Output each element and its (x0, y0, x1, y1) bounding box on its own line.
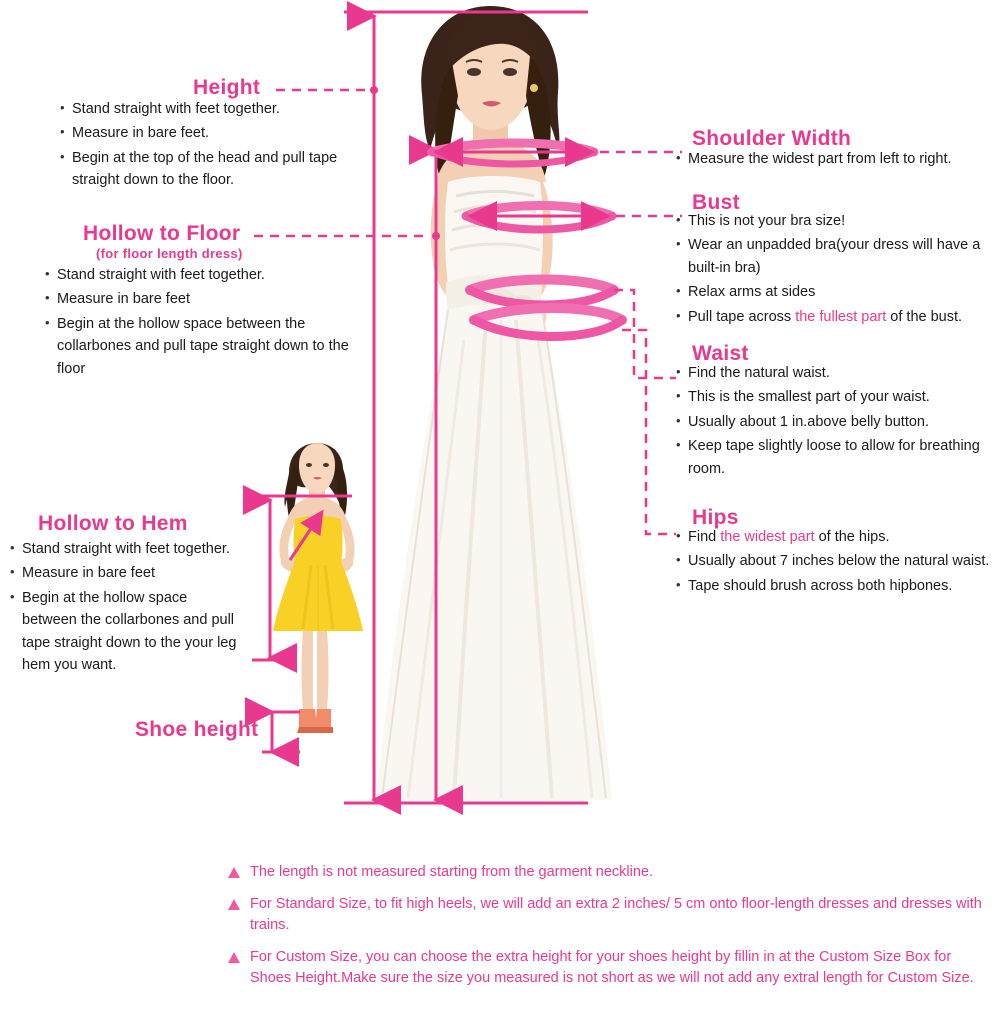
hips-text-pre: Find (688, 529, 721, 545)
bust-bullets (676, 210, 998, 330)
height-heading: Height (193, 76, 261, 99)
warning-triangle-icon (228, 952, 240, 963)
list-item (45, 313, 365, 380)
list-item-label: Tape should brush across both hipbones. (688, 577, 953, 594)
footer-notes (228, 862, 988, 1000)
list-item (676, 148, 998, 170)
bullet-dot: • (676, 576, 681, 592)
list-item-label: This is not your bra size! (688, 213, 846, 229)
list-item-label: Stand straight with feet together. (72, 101, 280, 117)
bust-text-post: of the bust. (886, 308, 963, 325)
list-item (60, 147, 380, 192)
list-item-label: Wear an unpadded bra(your dress will have a built-in bra) (688, 237, 981, 276)
list-item (45, 264, 365, 286)
bullet-dot: • (676, 283, 681, 299)
bullet-dot: • (45, 266, 50, 281)
list-item-label: Find the natural waist. (688, 365, 830, 381)
list-item (10, 538, 242, 560)
bust-text-pre: Pull tape across (688, 308, 796, 325)
note-label: For Standard Size, to fit high heels, we will add an extra 2 inches/ 5 cm onto floor-length dresses and dresses with trains. (250, 896, 982, 934)
list-item-label: Usually about 7 inches below the natural waist. (688, 553, 990, 570)
bullet-dot: • (676, 307, 681, 323)
note-item (228, 862, 988, 883)
list-item (10, 562, 242, 584)
list-item (60, 98, 380, 120)
waist-bullets (676, 362, 998, 482)
list-item-label: Relax arms at sides (688, 284, 816, 301)
hollow-to-floor-heading: Hollow to Floor (83, 222, 241, 245)
hollow-to-floor-subheading: (for floor length dress) (96, 246, 243, 261)
list-item (10, 587, 242, 677)
hips-text-post: of the hips. (814, 529, 890, 545)
list-item-label (688, 526, 998, 548)
bust-heading: Bust (692, 191, 740, 214)
bullet-dot: • (676, 364, 681, 379)
list-item-label: Measure the widest part from left to right. (688, 151, 952, 167)
list-item (676, 306, 998, 328)
bullet-dot: • (676, 412, 681, 428)
bullet-dot: • (676, 150, 681, 165)
hollow-to-floor-bullets (45, 264, 365, 382)
bullet-dot: • (10, 540, 15, 555)
list-item-label: This is the smallest part of your waist. (688, 389, 930, 406)
list-item-label: Stand straight with feet together. (22, 541, 230, 557)
bullet-dot: • (10, 564, 15, 580)
hollow-to-hem-bullets (10, 538, 242, 679)
list-item (676, 234, 998, 279)
bullet-dot: • (10, 588, 15, 604)
list-item-label: Begin at the hollow space between the collarbones and pull tape straight down to the your leg hem you want. (22, 589, 237, 674)
shoulder-width-heading: Shoulder Width (692, 127, 852, 150)
bullet-dot: • (676, 437, 681, 453)
bust-text-highlight: the fullest part (795, 308, 887, 325)
list-item (676, 526, 998, 548)
list-item (676, 411, 998, 433)
list-item-label (688, 306, 998, 328)
list-item-label: Measure in bare feet (22, 565, 155, 582)
list-item (676, 435, 998, 480)
note-label: The length is not measured starting from the garment neckline. (250, 864, 653, 880)
hips-bullets (676, 526, 998, 599)
note-item (228, 947, 988, 989)
bullet-dot: • (60, 148, 65, 164)
list-item-label: Measure in bare feet. (72, 125, 210, 142)
bullet-dot: • (45, 290, 50, 306)
list-item-label: Begin at the hollow space between the collarbones and pull tape straight down to the floor (57, 315, 349, 377)
note-label: For Custom Size, you can choose the extra height for your shoes height by fillin in at the Custom Size Box for Shoes Height.Make sure the size you measured is not short as we will not add any extral length for Custom Size. (250, 949, 974, 987)
bullet-dot: • (45, 314, 50, 330)
hollow-to-hem-heading: Hollow to Hem (38, 512, 188, 535)
list-item (676, 575, 998, 597)
note-item (228, 894, 988, 936)
list-item (45, 288, 365, 310)
warning-triangle-icon (228, 899, 240, 910)
list-item (676, 210, 998, 232)
bullet-dot: • (60, 124, 65, 140)
list-item-label: Keep tape slightly loose to allow for breathing room. (688, 438, 980, 477)
list-item (676, 281, 998, 303)
list-item-label: Stand straight with feet together. (57, 267, 265, 283)
shoulder-width-bullets (676, 148, 998, 172)
bullet-dot: • (60, 100, 65, 115)
list-item-label: Measure in bare feet (57, 291, 190, 308)
hips-text-highlight: the widest part (720, 529, 815, 545)
bullet-dot: • (676, 212, 681, 227)
bullet-dot: • (676, 552, 681, 568)
hips-heading: Hips (692, 506, 739, 529)
list-item (676, 362, 998, 384)
bullet-dot: • (676, 528, 681, 543)
list-item-label: Begin at the top of the head and pull tape straight down to the floor. (72, 149, 338, 189)
waist-heading: Waist (692, 342, 749, 365)
height-bullets (60, 98, 380, 194)
bullet-dot: • (676, 236, 681, 252)
list-item-label: Usually about 1 in.above belly button. (688, 413, 930, 430)
bullet-dot: • (676, 388, 681, 404)
list-item (676, 550, 998, 572)
shoe-height-heading: Shoe height (135, 718, 259, 741)
list-item (676, 386, 998, 408)
list-item (60, 122, 380, 144)
warning-triangle-icon (228, 867, 240, 878)
